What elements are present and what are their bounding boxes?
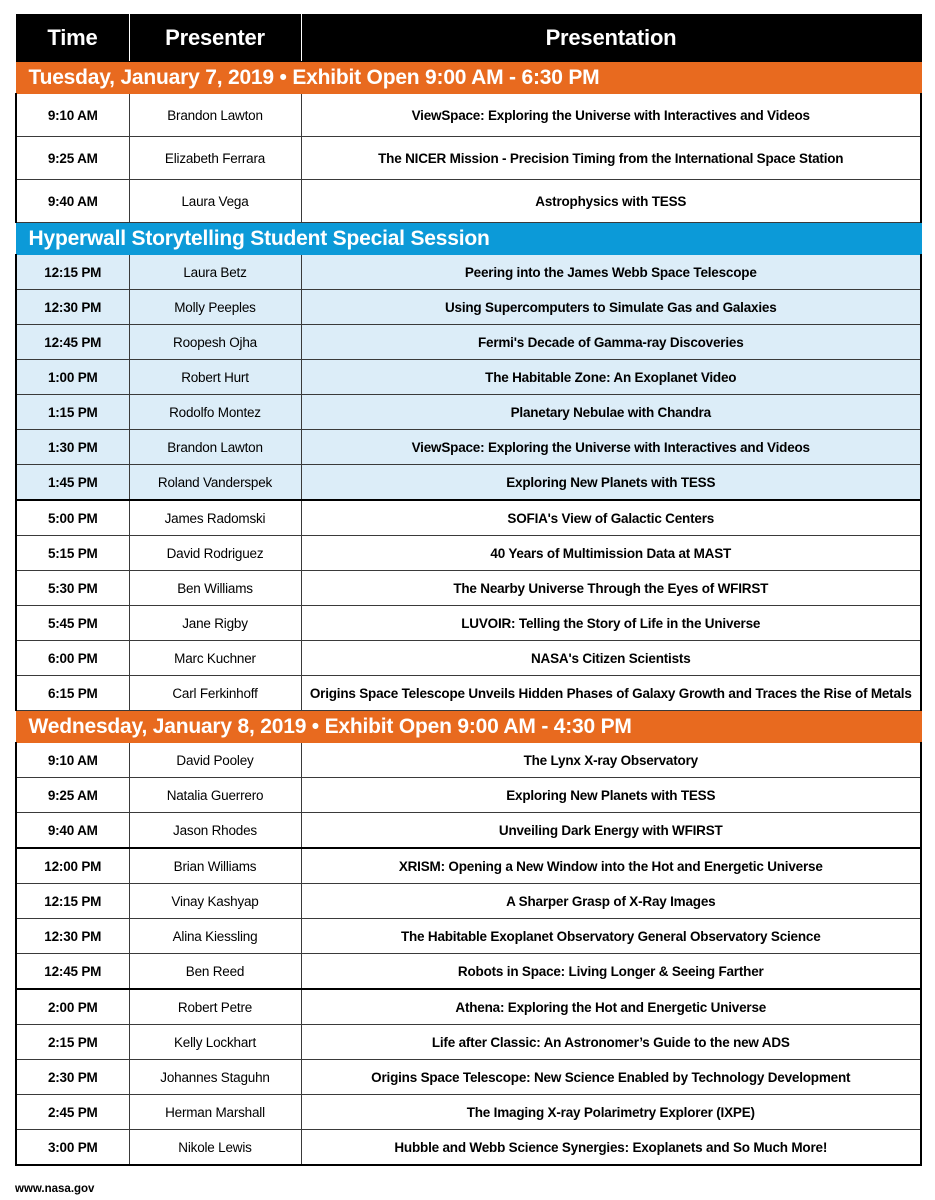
row-presenter: Brian Williams [129,848,301,884]
row-time: 12:15 PM [16,884,129,919]
schedule-row [16,325,921,360]
schedule-row [16,884,921,919]
row-presentation-title: The Habitable Zone: An Exoplanet Video [301,360,921,395]
row-presentation-title: NASA's Citizen Scientists [301,641,921,676]
row-time: 9:10 AM [16,94,129,137]
special-session-banner [16,223,921,255]
row-presenter: Marc Kuchner [129,641,301,676]
row-time: 5:30 PM [16,571,129,606]
row-time: 1:15 PM [16,395,129,430]
row-presenter: Jason Rhodes [129,813,301,849]
schedule-row [16,848,921,884]
header-row [16,15,921,62]
row-time: 12:00 PM [16,848,129,884]
row-presentation-title: LUVOIR: Telling the Story of Life in the Universe [301,606,921,641]
row-time: 12:15 PM [16,255,129,290]
row-presenter: Herman Marshall [129,1095,301,1130]
row-presentation-title: Robots in Space: Living Longer & Seeing Farther [301,954,921,990]
row-presenter: James Radomski [129,500,301,536]
schedule-row [16,676,921,711]
schedule-row [16,813,921,849]
schedule-row [16,180,921,223]
row-presentation-title: XRISM: Opening a New Window into the Hot and Energetic Universe [301,848,921,884]
row-presenter: Kelly Lockhart [129,1025,301,1060]
schedule-row [16,94,921,137]
header-time: Time [16,15,129,62]
row-presenter: Roland Vanderspek [129,465,301,501]
row-time: 9:40 AM [16,180,129,223]
header-presentation: Presentation [301,15,921,62]
row-presenter: Natalia Guerrero [129,778,301,813]
row-presentation-title: Fermi's Decade of Gamma-ray Discoveries [301,325,921,360]
schedule-row [16,989,921,1025]
row-time: 12:30 PM [16,290,129,325]
row-time: 5:15 PM [16,536,129,571]
schedule-row [16,919,921,954]
schedule-row [16,536,921,571]
schedule-row [16,1095,921,1130]
row-presentation-title: Unveiling Dark Energy with WFIRST [301,813,921,849]
row-presenter: Alina Kiessling [129,919,301,954]
row-time: 1:30 PM [16,430,129,465]
footer-url: www.nasa.gov [15,1183,95,1195]
schedule-table [15,14,922,1166]
schedule-row [16,500,921,536]
row-presentation-title: 40 Years of Multimission Data at MAST [301,536,921,571]
schedule-row [16,360,921,395]
schedule-row [16,571,921,606]
schedule-row [16,290,921,325]
row-time: 12:45 PM [16,954,129,990]
row-presentation-title: Exploring New Planets with TESS [301,465,921,501]
row-presentation-title: SOFIA's View of Galactic Centers [301,500,921,536]
row-presentation-title: Peering into the James Webb Space Telescope [301,255,921,290]
row-presenter: Elizabeth Ferrara [129,137,301,180]
row-presentation-title: Exploring New Planets with TESS [301,778,921,813]
row-presenter: Robert Hurt [129,360,301,395]
schedule-row [16,1130,921,1166]
row-time: 12:45 PM [16,325,129,360]
schedule-row [16,255,921,290]
row-time: 2:00 PM [16,989,129,1025]
row-presenter: Ben Williams [129,571,301,606]
row-time: 9:10 AM [16,743,129,778]
row-presentation-title: The Imaging X-ray Polarimetry Explorer (IXPE) [301,1095,921,1130]
row-time: 2:45 PM [16,1095,129,1130]
schedule-row [16,1025,921,1060]
row-presenter: David Rodriguez [129,536,301,571]
row-presenter: Robert Petre [129,989,301,1025]
schedule-row [16,778,921,813]
row-presentation-title: Planetary Nebulae with Chandra [301,395,921,430]
row-time: 5:00 PM [16,500,129,536]
row-presentation-title: The Habitable Exoplanet Observatory General Observatory Science [301,919,921,954]
schedule-row [16,430,921,465]
row-presenter: Laura Betz [129,255,301,290]
row-presenter: David Pooley [129,743,301,778]
row-presenter: Roopesh Ojha [129,325,301,360]
schedule-row [16,1060,921,1095]
row-presenter: Brandon Lawton [129,94,301,137]
row-presentation-title: Life after Classic: An Astronomer’s Guide to the new ADS [301,1025,921,1060]
day1-title: Tuesday, January 7, 2019 • Exhibit Open 9:00 AM - 6:30 PM [16,62,921,94]
row-time: 5:45 PM [16,606,129,641]
row-time: 2:15 PM [16,1025,129,1060]
schedule-row [16,641,921,676]
row-presentation-title: Using Supercomputers to Simulate Gas and Galaxies [301,290,921,325]
row-presentation-title: Athena: Exploring the Hot and Energetic Universe [301,989,921,1025]
row-time: 1:45 PM [16,465,129,501]
schedule-row [16,606,921,641]
row-presentation-title: The Nearby Universe Through the Eyes of WFIRST [301,571,921,606]
row-presentation-title: ViewSpace: Exploring the Universe with Interactives and Videos [301,430,921,465]
day1-banner [16,62,921,94]
row-presenter: Ben Reed [129,954,301,990]
row-presenter: Laura Vega [129,180,301,223]
schedule-row [16,395,921,430]
row-presentation-title: The NICER Mission - Precision Timing from the International Space Station [301,137,921,180]
row-presenter: Nikole Lewis [129,1130,301,1166]
row-time: 9:40 AM [16,813,129,849]
schedule-row [16,465,921,501]
row-presenter: Johannes Staguhn [129,1060,301,1095]
row-presentation-title: Origins Space Telescope: New Science Enabled by Technology Development [301,1060,921,1095]
row-presentation-title: ViewSpace: Exploring the Universe with Interactives and Videos [301,94,921,137]
header-presenter: Presenter [129,15,301,62]
day2-banner [16,711,921,743]
row-time: 9:25 AM [16,137,129,180]
schedule-row [16,137,921,180]
row-presentation-title: Origins Space Telescope Unveils Hidden Phases of Galaxy Growth and Traces the Rise of Metals [301,676,921,711]
row-time: 9:25 AM [16,778,129,813]
row-presentation-title: The Lynx X-ray Observatory [301,743,921,778]
row-presenter: Vinay Kashyap [129,884,301,919]
row-time: 6:15 PM [16,676,129,711]
schedule-row [16,954,921,990]
row-time: 12:30 PM [16,919,129,954]
row-presentation-title: Hubble and Webb Science Synergies: Exoplanets and So Much More! [301,1130,921,1166]
special-session-title: Hyperwall Storytelling Student Special Session [16,223,921,255]
row-presenter: Carl Ferkinhoff [129,676,301,711]
row-time: 1:00 PM [16,360,129,395]
row-presenter: Brandon Lawton [129,430,301,465]
schedule-row [16,743,921,778]
row-time: 2:30 PM [16,1060,129,1095]
row-presentation-title: A Sharper Grasp of X-Ray Images [301,884,921,919]
day2-title: Wednesday, January 8, 2019 • Exhibit Open 9:00 AM - 4:30 PM [16,711,921,743]
row-time: 6:00 PM [16,641,129,676]
row-presenter: Jane Rigby [129,606,301,641]
row-time: 3:00 PM [16,1130,129,1166]
row-presentation-title: Astrophysics with TESS [301,180,921,223]
row-presenter: Rodolfo Montez [129,395,301,430]
row-presenter: Molly Peeples [129,290,301,325]
